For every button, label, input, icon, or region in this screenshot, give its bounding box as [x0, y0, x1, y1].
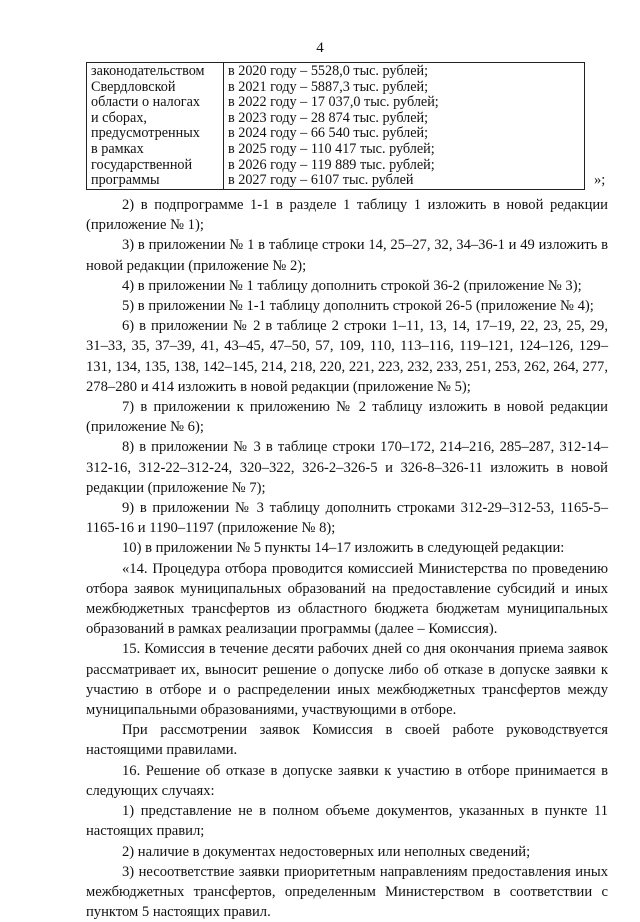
- cell-line: в 2022 году – 17 037,0 тыс. рублей;: [228, 94, 439, 111]
- cell-line: области о налогах: [91, 94, 201, 111]
- cell-line: в 2021 году – 5887,3 тыс. рублей;: [228, 78, 429, 95]
- paragraph: 8) в приложении № 3 в таблице строки 170–172, 214–216, 285–287, 312-14–312-16, 312-22–312-24, 320–322, 326-2–326-5 и 326-8–326-11 изложить в новой редакции (приложение № 7);: [86, 439, 608, 496]
- paragraph: 5) в приложении № 1-1 таблицу дополнить строкой 26-5 (приложение № 4);: [122, 298, 594, 315]
- table-cell-left: [87, 63, 224, 190]
- cell-line: программы: [91, 172, 160, 189]
- paragraph: 4) в приложении № 1 таблицу дополнить строкой 36-2 (приложение № 3);: [122, 277, 582, 294]
- table-row: [87, 63, 585, 190]
- paragraph: 2) наличие в документах недостоверных или неполных сведений;: [122, 843, 531, 860]
- paragraph: 6) в приложении № 2 в таблице 2 строки 1–11, 13, 14, 17–19, 22, 23, 25, 29, 31–33, 35, 37–39, 41, 43–45, 47–50, 57, 109, 110, 113–116, 119–121, 124–126, 129–131, 134, 135, 138, 142–145, 214, 218, 220, 221, 223, 232, 233, 251, 253, 262, 264, 277, 278–280 и 414 изложить в новой редакции (приложение № 5);: [86, 318, 608, 395]
- paragraph: 7) в приложении к приложению № 2 таблицу изложить в новой редакции (приложение № 6);: [86, 399, 608, 436]
- cell-line: законодательством: [91, 63, 205, 79]
- paragraph: При рассмотрении заявок Комиссия в своей работе руководствуется настоящими правилами.: [86, 722, 608, 759]
- paragraph: 15. Комиссия в течение десяти рабочих дней со дня окончания приема заявок рассматривает их, выносит решение о допуске либо об отказе в допуске заявки к участию в отборе и о распределении иных межбюджетных трансфертов между муниципальными образованиями, участвующими в отборе.: [86, 641, 608, 719]
- paragraph: 10) в приложении № 5 пункты 14–17 изложить в следующей редакции:: [122, 540, 565, 557]
- paragraph: 1) представление не в полном объеме документов, указанных в пункте 11 настоящих правил;: [86, 803, 608, 840]
- cell-line: предусмотренных: [91, 125, 200, 142]
- paragraph: 3) в приложении № 1 в таблице строки 14, 25–27, 32, 34–36-1 и 49 изложить в новой редакции (приложение № 2);: [86, 237, 608, 274]
- cell-line: государственной: [91, 156, 193, 173]
- cell-line: в 2020 году – 5528,0 тыс. рублей;: [228, 63, 429, 79]
- body-text: [86, 195, 608, 922]
- funding-table: [86, 62, 585, 190]
- cell-line: в 2027 году – 6107 тыс. рублей: [228, 172, 414, 189]
- page-number: 4: [316, 40, 324, 56]
- cell-line: в 2024 году – 66 540 тыс. рублей;: [228, 125, 429, 142]
- paragraph: «14. Процедура отбора проводится комиссией Министерства по проведению отбора заявок муниципальных образований на предоставление субсидий и иных межбюджетных трансфертов из областного бюджета бюджетам муниципальных образований в рамках реализации программы (далее – Комиссия).: [86, 560, 608, 638]
- paragraph: 3) несоответствие заявки приоритетным направлениям предоставления иных межбюджетных трансфертов, определенным Министерством в соответствии с пунктом 5 настоящих правил.: [86, 863, 608, 921]
- cell-line: и сборах,: [91, 109, 147, 126]
- paragraph: 16. Решение об отказе в допуске заявки к участию в отборе принимается в следующих случаях:: [86, 762, 608, 799]
- paragraph: 2) в подпрограмме 1-1 в разделе 1 таблицу 1 изложить в новой редакции (приложение № 1);: [86, 197, 608, 234]
- cell-line: в рамках: [91, 140, 144, 157]
- cell-line: в 2026 году – 119 889 тыс. рублей;: [228, 156, 435, 173]
- cell-line: Свердловской: [91, 78, 176, 95]
- table-cell-right: [224, 63, 585, 190]
- cell-line: в 2025 году – 110 417 тыс. рублей;: [228, 140, 435, 157]
- paragraph: 9) в приложении № 3 таблицу дополнить строками 312-29–312-53, 1165-5–1165-16 и 1190–1197 (приложение № 8);: [86, 500, 608, 537]
- table-closing-quote: »;: [594, 172, 606, 188]
- cell-line: в 2023 году – 28 874 тыс. рублей;: [228, 109, 429, 126]
